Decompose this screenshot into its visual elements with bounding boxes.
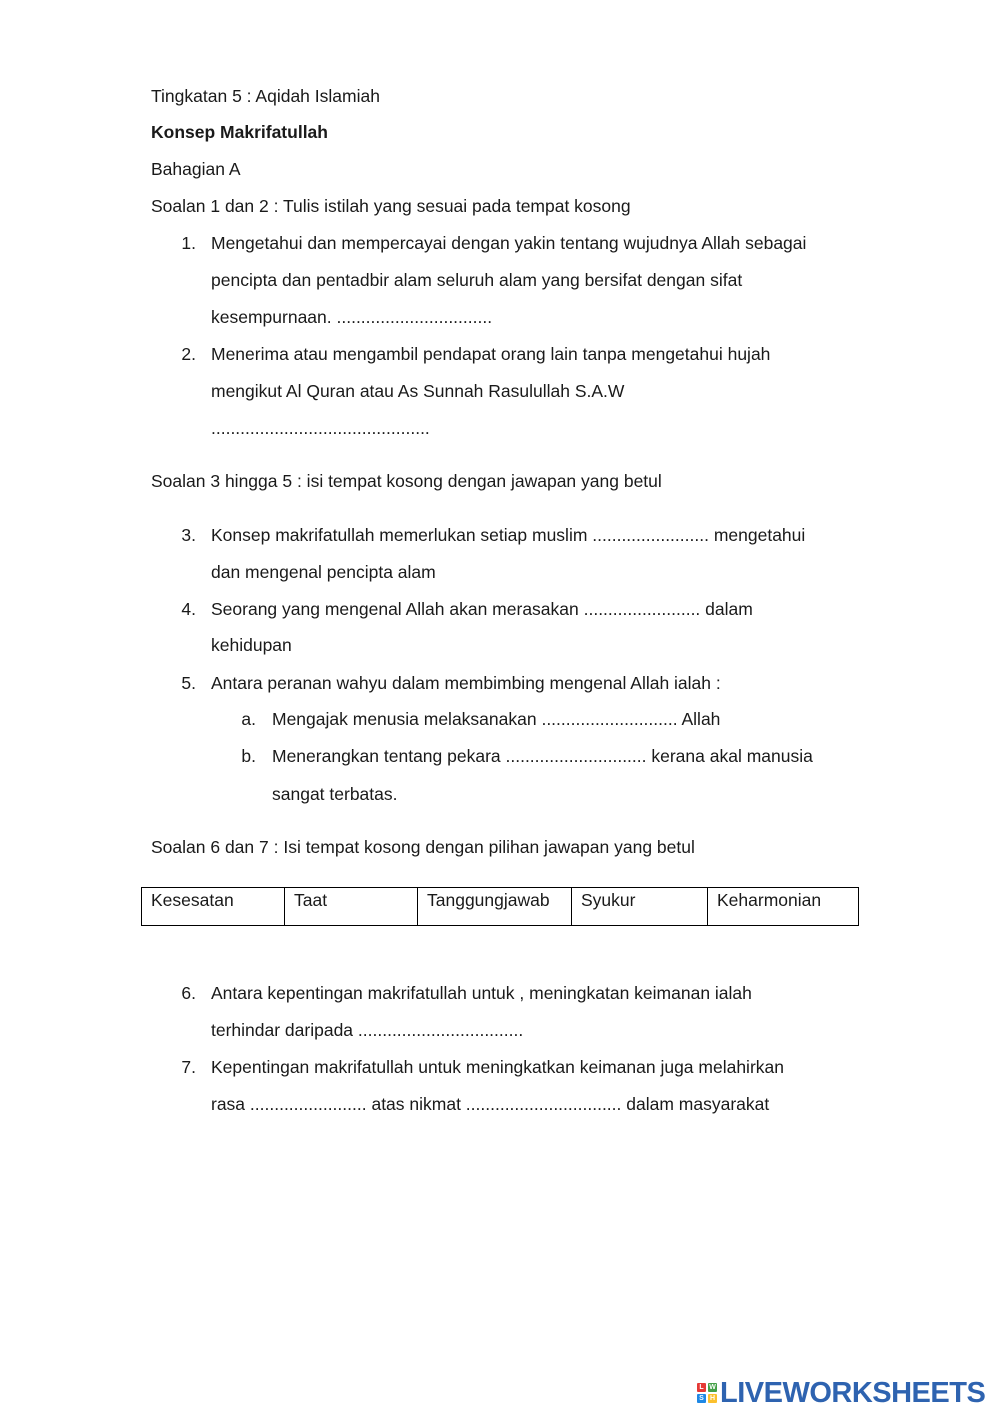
- question-1-answer-blank[interactable]: kesempurnaan. ................................: [211, 307, 493, 327]
- question-number: 2.: [181, 344, 196, 364]
- page-title: Konsep Makrifatullah: [151, 122, 328, 142]
- logo-squares-icon: L W S H: [697, 1383, 717, 1403]
- choice-cell: Tanggungjawab: [418, 888, 572, 926]
- question-5-line-1: Antara peranan wahyu dalam membimbing mengenal Allah ialah :: [211, 673, 721, 693]
- table-row: [142, 888, 859, 926]
- question-number: 3.: [181, 525, 196, 545]
- question-3-line-1[interactable]: Konsep makrifatullah memerlukan setiap muslim ........................ mengetahui: [211, 525, 806, 545]
- choice-cell: Kesesatan: [142, 888, 285, 926]
- question-number: 4.: [181, 599, 196, 619]
- question-1-line-2: pencipta dan pentadbir alam seluruh alam yang bersifat dengan sifat: [211, 270, 743, 290]
- question-number: 7.: [181, 1057, 196, 1077]
- instruction-q6-q7: Soalan 6 dan 7 : Isi tempat kosong dengan pilihan jawapan yang betul: [151, 837, 695, 857]
- instruction-q1-q2: Soalan 1 dan 2 : Tulis istilah yang sesuai pada tempat kosong: [151, 196, 631, 216]
- section-heading: Bahagian A: [151, 159, 241, 179]
- question-5a-text[interactable]: Mengajak menusia melaksanakan ............................ Allah: [272, 709, 721, 729]
- question-4-line-1[interactable]: Seorang yang mengenal Allah akan merasakan ........................ dalam: [211, 599, 753, 619]
- level-heading: Tingkatan 5 : Aqidah Islamiah: [151, 86, 380, 106]
- question-number: 1.: [181, 233, 196, 253]
- question-6-line-2[interactable]: terhindar daripada ..................................: [211, 1020, 524, 1040]
- question-7-line-2[interactable]: rasa ........................ atas nikmat ................................ dalam masyarakat: [211, 1094, 770, 1114]
- question-2-line-1: Menerima atau mengambil pendapat orang lain tanpa mengetahui hujah: [211, 344, 771, 364]
- sub-item-label: a.: [241, 709, 256, 729]
- question-2-answer-blank[interactable]: .............................................: [211, 418, 430, 438]
- sub-item-label: b.: [241, 746, 256, 766]
- answer-choices-table: [141, 887, 859, 926]
- question-3-line-2: dan mengenal pencipta alam: [211, 562, 436, 582]
- choice-cell: Taat: [285, 888, 418, 926]
- question-5b-line-2: sangat terbatas.: [272, 784, 398, 804]
- question-number: 5.: [181, 673, 196, 693]
- question-2-line-2: mengikut Al Quran atau As Sunnah Rasulullah S.A.W: [211, 381, 625, 401]
- question-6-line-1: Antara kepentingan makrifatullah untuk , meningkatan keimanan ialah: [211, 983, 752, 1003]
- question-5b-line-1[interactable]: Menerangkan tentang pekara ............................. kerana akal manusia: [272, 746, 813, 766]
- question-number: 6.: [181, 983, 196, 1003]
- logo-text: LIVEWORKSHEETS: [720, 1376, 986, 1409]
- choice-cell: Syukur: [572, 888, 708, 926]
- question-7-line-1: Kepentingan makrifatullah untuk meningkatkan keimanan juga melahirkan: [211, 1057, 784, 1077]
- liveworksheets-logo[interactable]: [697, 1376, 985, 1410]
- question-1-line-1: Mengetahui dan mempercayai dengan yakin tentang wujudnya Allah sebagai: [211, 233, 807, 253]
- question-4-line-2: kehidupan: [211, 635, 292, 655]
- instruction-q3-q5: Soalan 3 hingga 5 : isi tempat kosong dengan jawapan yang betul: [151, 471, 662, 491]
- choice-cell: Keharmonian: [708, 888, 859, 926]
